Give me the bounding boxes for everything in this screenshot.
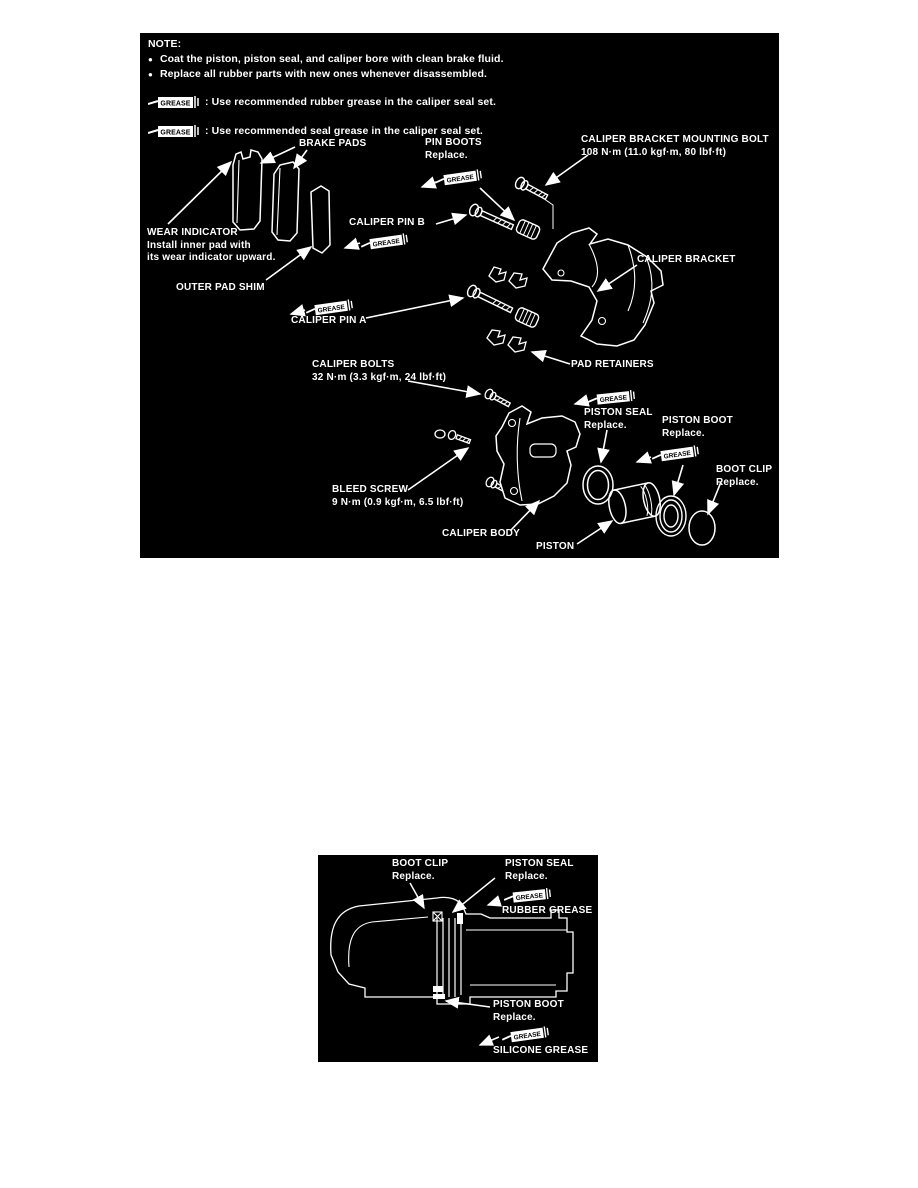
label-rubber-grease: RUBBER GREASE xyxy=(502,905,593,916)
label-piston-seal: PISTON SEAL xyxy=(505,858,574,869)
label-group-piston-boot xyxy=(493,999,564,1024)
label-group-piston-boot xyxy=(662,415,733,440)
grease-tube-end xyxy=(403,233,407,244)
grease-tube-end xyxy=(631,390,635,401)
note-grease-seal-text: : Use recommended seal grease in the caliper seal set. xyxy=(205,124,483,137)
caliper-cross-section-figure xyxy=(318,855,598,1062)
grease-tube-end xyxy=(694,445,698,456)
grease-tube-end xyxy=(544,1026,548,1037)
pin-boot-a-art xyxy=(514,307,540,329)
label-boot-clip: BOOT CLIP xyxy=(716,464,773,475)
piston-boot-art xyxy=(656,496,686,536)
grease-tube-end xyxy=(348,299,352,310)
label-caliper-bracket-mounting-bolt: CALIPER BRACKET MOUNTING BOLT xyxy=(581,134,769,145)
note-grease-rubber-text: : Use recommended rubber grease in the caliper seal set. xyxy=(205,95,496,108)
label-piston-seal: PISTON SEAL xyxy=(584,407,653,418)
label-pin-boots: PIN BOOTS xyxy=(425,137,482,148)
pad-retainers-lower-art xyxy=(487,330,526,352)
grease-tube-end xyxy=(547,888,551,899)
label-group-caliper-bolts xyxy=(312,359,446,384)
cross-section-line-art xyxy=(318,855,598,1062)
grease-tube-end xyxy=(195,96,198,108)
grease-tube-text: GREASE xyxy=(663,449,692,461)
label-wear-indicator-sub2: its wear indicator upward. xyxy=(147,252,276,263)
note-block xyxy=(148,37,748,140)
boot-clip-art xyxy=(689,511,715,545)
caliper-pin-a-art xyxy=(466,284,514,316)
caliper-bracket-art xyxy=(540,196,663,346)
grease-tube-text: GREASE xyxy=(513,1030,542,1042)
label-piston: PISTON xyxy=(536,541,575,552)
piston-art xyxy=(606,481,663,525)
grease-tube-text: GREASE xyxy=(372,237,401,249)
note-bullet-2-text: Replace all rubber parts with new ones whenever disassembled. xyxy=(159,68,487,80)
label-pad-retainers: PAD RETAINERS xyxy=(571,359,654,370)
label-caliper-bracket-mounting-bolt-torque: 108 N·m (11.0 kgf·m, 80 lbf·ft) xyxy=(581,146,727,158)
caliper-bolt-top-art xyxy=(484,388,512,409)
label-group-piston-seal xyxy=(505,858,574,883)
grease-tube-icon xyxy=(148,94,202,110)
label-wear-indicator-sub1: Install inner pad with xyxy=(147,239,251,251)
grease-tube-text: GREASE xyxy=(160,100,191,108)
grease-tube-end xyxy=(477,169,481,180)
outer-pad-shim-art xyxy=(311,186,330,253)
grease-tube-nozzle xyxy=(361,243,371,247)
note-title: NOTE: xyxy=(148,38,182,50)
label-brake-pads: BRAKE PADS xyxy=(299,138,367,149)
label-boot-clip-sub: Replace. xyxy=(716,476,759,488)
caliper-body-art xyxy=(496,406,580,505)
bullet-icon: ● xyxy=(148,70,153,79)
grease-tube-nozzle xyxy=(148,101,158,104)
bleed-screw-art xyxy=(435,430,471,446)
label-bleed-screw: BLEED SCREW xyxy=(332,484,409,495)
label-group-boot-clip xyxy=(716,464,772,489)
label-caliper-pin-a: CALIPER PIN A xyxy=(291,315,367,326)
label-wear-indicator: WEAR INDICATOR xyxy=(147,227,238,238)
label-group-mounting-bolt xyxy=(581,134,769,159)
label-pin-boots-sub: Replace. xyxy=(425,149,468,161)
piston-seal-section-art xyxy=(457,913,463,924)
label-caliper-bracket: CALIPER BRACKET xyxy=(637,254,736,265)
note-bullet-2 xyxy=(148,67,748,82)
note-bullet-1-text: Coat the piston, piston seal, and caliper bore with clean brake fluid. xyxy=(159,53,504,65)
pin-boot-b-art xyxy=(515,219,541,241)
label-group-pin-boots xyxy=(425,137,482,162)
grease-tube-text: GREASE xyxy=(160,129,191,137)
grease-tube-nozzle xyxy=(652,455,662,459)
grease-tube-nozzle xyxy=(306,309,316,313)
bullet-icon: ● xyxy=(148,55,153,64)
label-caliper-bolts: CALIPER BOLTS xyxy=(312,359,395,370)
grease-tube-text: GREASE xyxy=(446,173,475,185)
label-outer-pad-shim: OUTER PAD SHIM xyxy=(176,282,265,293)
label-group-bleed-screw xyxy=(332,484,463,509)
label-group-piston-seal xyxy=(584,407,653,432)
caliper-pin-b-art xyxy=(468,203,515,233)
grease-tube-end xyxy=(195,125,198,137)
grease-tube-nozzle xyxy=(435,179,445,183)
label-silicone-grease: SILICONE GREASE xyxy=(493,1045,589,1056)
grease-tube-nozzle xyxy=(504,896,513,900)
grease-tube-icon xyxy=(148,123,202,139)
label-boot-clip: BOOT CLIP xyxy=(392,858,449,869)
grease-tube-nozzle xyxy=(502,1036,512,1040)
label-piston-boot-sub: Replace. xyxy=(493,1011,536,1023)
label-bleed-screw-torque: 9 N·m (0.9 kgf·m, 6.5 lbf·ft) xyxy=(332,496,464,508)
grease-tube-nozzle xyxy=(148,130,158,133)
caliper-bracket-mounting-bolt-art xyxy=(514,176,550,203)
grease-tube-text: GREASE xyxy=(599,394,628,405)
label-group-boot-clip xyxy=(392,858,448,883)
label-piston-seal-sub: Replace. xyxy=(584,419,627,431)
grease-tube-text: GREASE xyxy=(317,303,346,315)
label-piston-boot-sub: Replace. xyxy=(662,427,705,439)
note-grease-legend-rubber xyxy=(148,93,748,111)
piston-bore-art xyxy=(433,918,461,999)
label-caliper-bolts-torque: 32 N·m (3.3 kgf·m, 24 lbf·ft) xyxy=(312,371,447,383)
label-group-wear-indicator xyxy=(147,227,276,265)
note-bullet-1 xyxy=(148,52,748,67)
caliper-exploded-view-figure xyxy=(140,33,779,558)
label-boot-clip-sub: Replace. xyxy=(392,870,435,882)
label-caliper-pin-b: CALIPER PIN B xyxy=(349,217,425,228)
label-piston-seal-sub: Replace. xyxy=(505,870,548,882)
label-caliper-body: CALIPER BODY xyxy=(442,528,520,539)
label-piston-boot: PISTON BOOT xyxy=(662,415,733,426)
pad-retainers-upper-art xyxy=(489,267,527,288)
grease-tube-nozzle xyxy=(588,398,597,402)
label-piston-boot: PISTON BOOT xyxy=(493,999,564,1010)
grease-tube-text: GREASE xyxy=(515,892,544,903)
